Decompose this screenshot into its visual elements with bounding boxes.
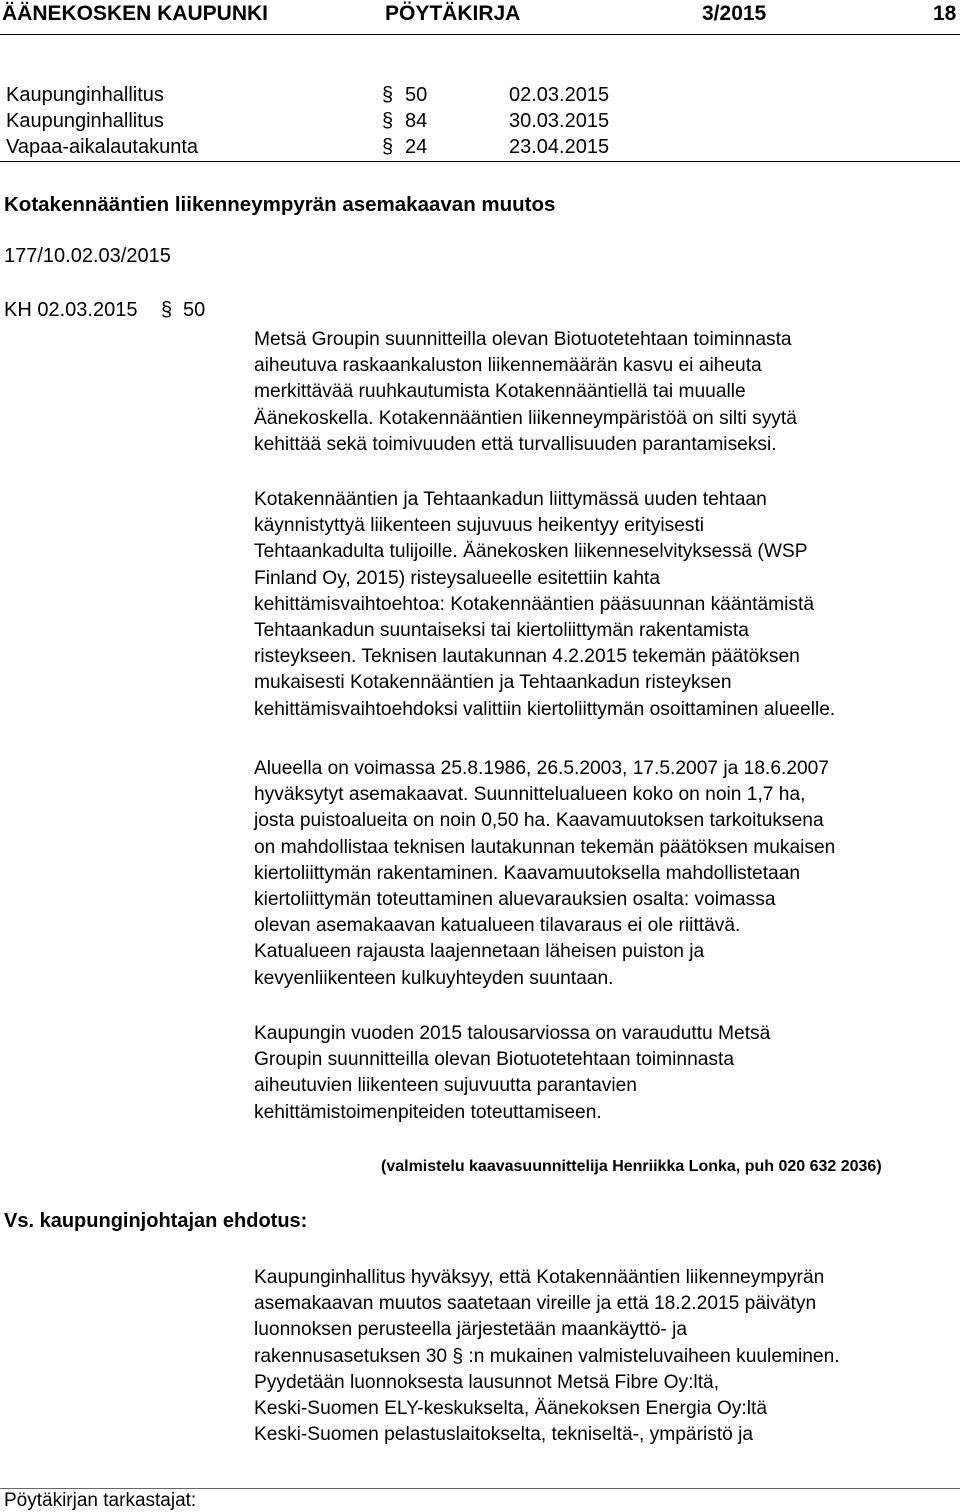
paragraph-line: josta puistoalueita on noin 0,50 ha. Kaavamuutoksen tarkoituksena — [254, 810, 824, 832]
paragraph-line: Kaupungin vuoden 2015 talousarviossa on varauduttu Metsä — [254, 1023, 771, 1044]
issue-number: 3/2015 — [702, 2, 767, 25]
paragraph-2 — [254, 487, 835, 723]
organization-name: ÄÄNEKOSKEN KAUPUNKI — [2, 2, 269, 25]
preparation-note: (valmistelu kaavasuunnittelija Henriikka Lonka, puh 020 632 2036) — [381, 1158, 882, 1175]
paragraph-3 — [254, 756, 835, 992]
proposal-line: Keski-Suomen pelastuslaitokselta, tekniseltä-, ympäristö ja — [254, 1424, 754, 1446]
previous-meeting-section-number: 50 — [183, 299, 206, 321]
proposal-line: Keski-Suomen ELY-keskukselta, Äänekoksen Energia Oy:ltä — [254, 1397, 768, 1419]
previous-meeting-label: KH 02.03.2015 — [4, 299, 138, 321]
paragraph-line: aiheutuvien liikenteen sujuvuutta parantavien — [254, 1075, 637, 1097]
record-number: 177/10.02.03/2015 — [4, 245, 171, 267]
paragraph-line: kevyenliikenteen kulkuyhteyden suuntaan. — [254, 967, 614, 989]
section-symbol: § — [382, 136, 394, 158]
paragraph-line: on mahdollistaa teknisen lautakunnan tekemän päätöksen mukaisen — [254, 836, 836, 858]
proposal-line: asemakaavan muutos saatetaan vireille ja että 18.2.2015 päivätyn — [254, 1293, 817, 1315]
paragraph-line: Metsä Groupin suunnitteilla olevan Biotuotetehtaan toiminnasta — [254, 329, 792, 350]
paragraph-line: aiheutuva raskaankaluston liikennemäärän kasvu ei aiheuta — [254, 355, 762, 377]
meeting-date: 30.03.2015 — [509, 110, 610, 132]
paragraph-1 — [254, 327, 797, 458]
header-divider — [0, 34, 960, 35]
section-number: 24 — [405, 136, 428, 158]
paragraph-line: Kotakennääntien ja Tehtaankadun liittymässä uuden tehtaan — [254, 489, 767, 510]
meeting-body: Vapaa-aikalautakunta — [6, 136, 198, 158]
paragraph-line: Tehtaankadun suuntaiseksi tai kiertoliittymän rakentamista — [254, 619, 749, 641]
paragraph-line: Katualueen rajausta laajennetaan läheisen puiston ja — [254, 941, 705, 963]
page-title: Kotakennääntien liikenneympyrän asemakaavan muutos — [4, 193, 556, 216]
proposal-label: Vs. kaupunginjohtajan ehdotus: — [4, 1210, 308, 1232]
paragraph-line: kehittämistoimenpiteiden toteuttamiseen. — [254, 1101, 602, 1123]
paragraph-line: Alueella on voimassa 25.8.1986, 26.5.2003, 17.5.2007 ja 18.6.2007 — [254, 758, 830, 779]
paragraph-line: risteykseen. Teknisen lautakunnan 4.2.2015 tekemän päätöksen — [254, 646, 800, 668]
meeting-date: 23.04.2015 — [509, 136, 610, 158]
footer-divider — [0, 1488, 960, 1489]
paragraph-4 — [254, 1021, 770, 1126]
section-number: 84 — [405, 110, 428, 132]
page-number: 18 — [933, 2, 957, 25]
paragraph-line: hyväksytyt asemakaavat. Suunnittelualueen koko on noin 1,7 ha, — [254, 784, 806, 806]
paragraph-line: kiertoliittymän toteuttaminen aluevarauksien osalta: voimassa — [254, 888, 776, 910]
previous-meeting-section-symbol: § — [161, 299, 173, 321]
paragraph-line: mukaisesti Kotakennääntien ja Tehtaankadun risteyksen — [254, 672, 732, 694]
paragraph-line: käynnistyttyä liikenteen sujuvuus heikentyy erityisesti — [254, 515, 705, 537]
paragraph-line: kiertoliittymän rakentaminen. Kaavamuutoksella mahdollistetaan — [254, 862, 801, 884]
paragraph-line: Finland Oy, 2015) risteysalueelle esitettiin kahta — [254, 567, 660, 589]
proposal-line: Pyydetään luonnoksesta lausunnot Metsä Fibre Oy:ltä, — [254, 1371, 720, 1393]
document-type: PÖYTÄKIRJA — [385, 2, 521, 25]
proposal-line: Kaupunginhallitus hyväksyy, että Kotakennääntien liikenneympyrän — [254, 1267, 825, 1288]
paragraph-line: kehittämisvaihtoehtoa: Kotakennääntien pääsuunnan kääntämistä — [254, 593, 815, 615]
paragraph-line: kehittää sekä toimivuuden että turvallisuuden parantamiseksi. — [254, 433, 777, 455]
paragraph-line: Groupin suunnitteilla olevan Biotuotetehtaan toiminnasta — [254, 1049, 735, 1071]
paragraph-line: merkittävää ruuhkautumista Kotakennääntiellä tai muualle — [254, 381, 746, 403]
section-number: 50 — [405, 84, 428, 106]
paragraph-line: Tehtaankadulta tulijoille. Äänekosken liikenneselvityksessä (WSP — [254, 541, 808, 563]
paragraph-line: olevan asemakaavan katualueen tilavaraus ei ole riittävä. — [254, 915, 741, 937]
meeting-date: 02.03.2015 — [509, 84, 610, 106]
paragraph-line: Äänekoskella. Kotakennääntien liikenneympäristöä on silti syytä — [254, 407, 797, 429]
proposal-line: luonnoksen perusteella järjestetään maankäyttö- ja — [254, 1319, 688, 1341]
proposal-text — [254, 1265, 840, 1448]
section-symbol: § — [382, 110, 394, 132]
meeting-body: Kaupunginhallitus — [6, 84, 164, 106]
paragraph-line: kehittämisvaihtoehdoksi valittiin kiertoliittymän osoittaminen alueelle. — [254, 698, 836, 720]
meeting-body: Kaupunginhallitus — [6, 110, 164, 132]
meetings-divider — [0, 161, 960, 162]
footer-label: Pöytäkirjan tarkastajat: — [4, 1490, 197, 1511]
section-symbol: § — [382, 84, 394, 106]
proposal-line: rakennusasetuksen 30 § :n mukainen valmisteluvaiheen kuuleminen. — [254, 1345, 840, 1367]
